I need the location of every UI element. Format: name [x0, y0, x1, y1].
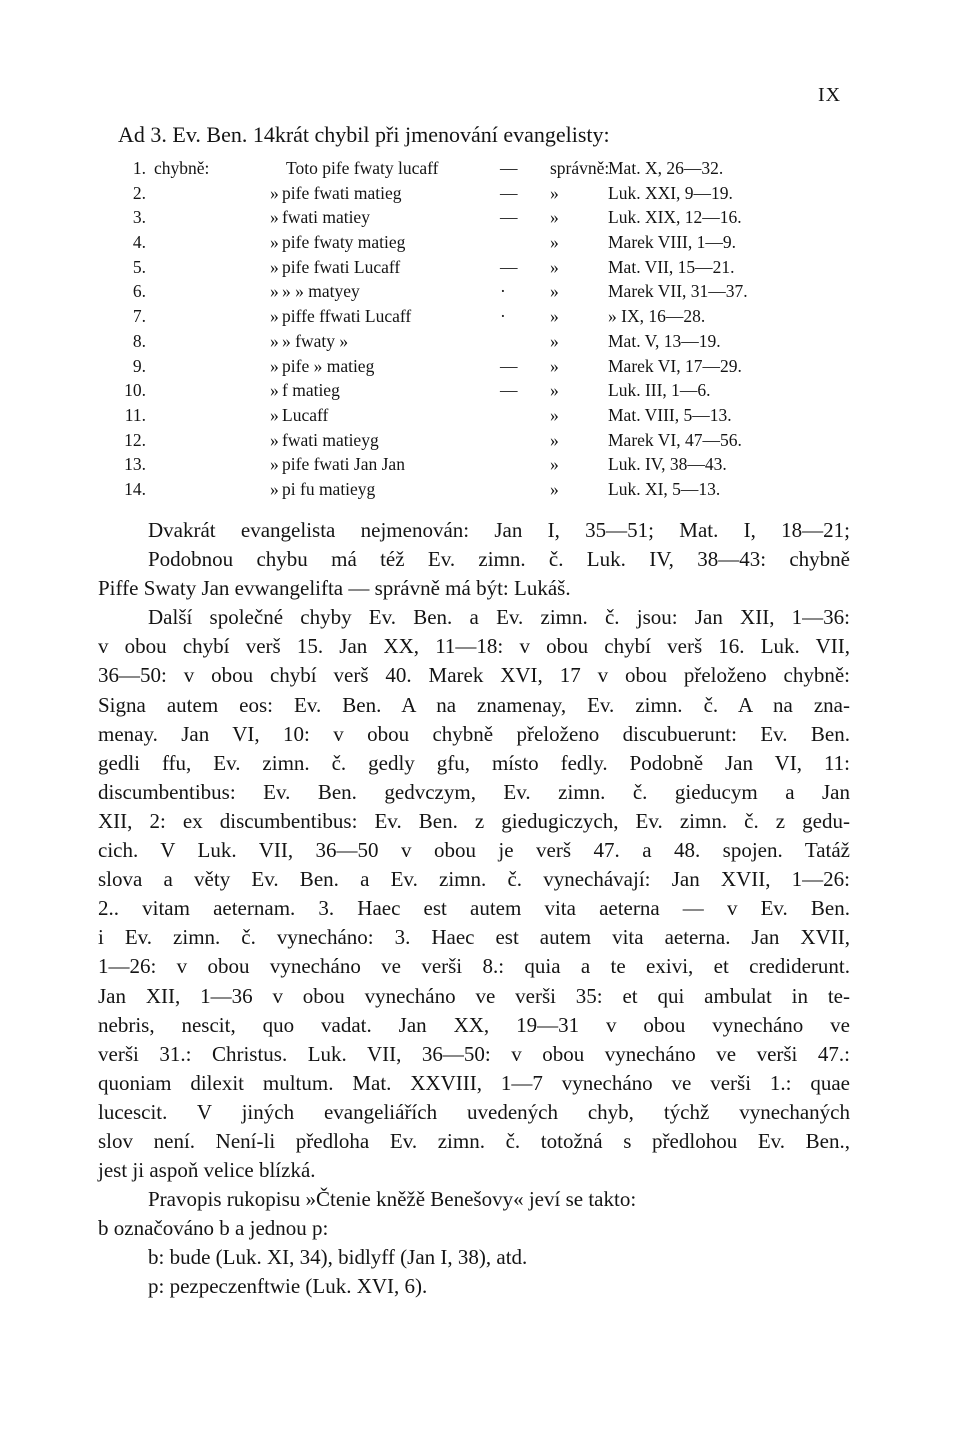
body-line: jest ji aspoň velice blízká.	[98, 1158, 316, 1183]
body-line: i Ev. zimn. č. vynecháno: 3. Haec est autem vita aeterna. Jan XVII,	[98, 925, 850, 950]
errata-wrong-text: pi fu matieyg	[282, 478, 376, 499]
errata-correct-label: »	[550, 380, 559, 401]
errata-wrong-text: f matieg	[282, 380, 340, 401]
errata-wrong-text: piffe ffwati Lucaff	[282, 306, 412, 327]
errata-correct-label: správně:	[550, 158, 610, 178]
errata-row	[110, 304, 810, 329]
body-line: Podobnou chybu má též Ev. zimn. č. Luk. IV, 38—43: chybně	[148, 547, 850, 572]
errata-wrong-text: pife fwati Jan Jan	[282, 454, 405, 475]
body-line: Jan XII, 1—36 v obou vynecháno ve verši 35: et qui ambulat in te-	[98, 983, 850, 1008]
errata-reference: Luk. III, 1—6.	[608, 380, 711, 401]
errata-correct-label: »	[550, 355, 559, 376]
errata-separator: —	[500, 355, 518, 376]
errata-number: 4.	[132, 232, 146, 253]
errata-ditto-mark: »	[270, 478, 279, 499]
errata-reference: Luk. IV, 38—43.	[608, 454, 727, 475]
errata-row	[110, 354, 810, 379]
errata-ditto-mark: »	[270, 232, 279, 253]
errata-number: 10.	[124, 380, 146, 401]
errata-reference: Mat. VIII, 5—13.	[608, 404, 732, 425]
errata-correct-label: »	[550, 306, 559, 327]
body-line: 2.. vitam aeternam. 3. Haec est autem vita aeterna — v Ev. Ben.	[98, 896, 850, 921]
errata-reference: Mat. V, 13—19.	[608, 330, 721, 351]
errata-ditto-mark: »	[270, 281, 279, 302]
errata-reference: Luk. XIX, 12—16.	[608, 207, 742, 228]
body-line: gedli ffu, Ev. zimn. č. gedly gfu, místo fedly. Podobně Jan VI, 11:	[98, 750, 850, 775]
errata-correct-label: »	[550, 256, 559, 277]
errata-wrong-text: Toto pife fwaty lucaff	[286, 158, 439, 178]
errata-number: 14.	[124, 478, 146, 499]
errata-correct-label: »	[550, 478, 559, 499]
errata-number: 7.	[132, 306, 146, 327]
body-line: quoniam dilexit multum. Mat. XXVIII, 1—7 vynecháno ve verši 1.: quae	[98, 1070, 850, 1095]
errata-number: 11.	[124, 404, 146, 425]
errata-row	[110, 378, 810, 403]
errata-separator: —	[500, 182, 518, 203]
errata-reference: Luk. XI, 5—13.	[608, 478, 721, 499]
body-line: p: pezpeczenftwie (Luk. XVI, 6).	[148, 1274, 428, 1299]
body-line: menay. Jan VI, 10: v obou chybně přeloženo discubuerunt: Ev. Ben.	[98, 721, 850, 746]
errata-wrong-text: Lucaff	[282, 404, 329, 425]
errata-ditto-mark: »	[270, 207, 279, 228]
errata-reference: Mat. VII, 15—21.	[608, 256, 735, 277]
errata-number: 6.	[132, 281, 146, 302]
errata-ditto-mark: »	[270, 182, 279, 203]
errata-wrong-text: pife fwaty matieg	[282, 232, 406, 253]
errata-separator: —	[500, 380, 518, 401]
body-line: slov není. Není-li předloha Ev. zimn. č. totožná s předlohou Ev. Ben.,	[98, 1128, 850, 1153]
body-line: b: bude (Luk. XI, 34), bidlyff (Jan I, 38), atd.	[148, 1245, 528, 1270]
body-line: Pravopis rukopisu »Čtenie kněžě Benešovy« jeví se takto:	[148, 1187, 637, 1212]
body-line: Signa autem eos: Ev. Ben. A na znamenay, Ev. zimn. č. A na zna-	[98, 692, 850, 717]
errata-wrong-text: » fwaty »	[282, 330, 349, 351]
body-line: cich. V Luk. VII, 36—50 v obou je verš 47. a 48. spojen. Tatáž	[98, 838, 850, 863]
body-line: Piffe Swaty Jan evwangelifta — správně má být: Lukáš.	[98, 576, 571, 601]
body-line: Dvakrát evangelista nejmenován: Jan I, 35—51; Mat. I, 18—21;	[148, 518, 850, 542]
errata-ditto-mark: »	[270, 380, 279, 401]
errata-number: 1.	[132, 158, 146, 178]
errata-correct-label: »	[550, 429, 559, 450]
errata-correct-label: »	[550, 182, 559, 203]
errata-wrong-text: pife fwati matieg	[282, 182, 402, 203]
errata-ditto-mark: »	[270, 355, 279, 376]
body-line: discumbentibus: Ev. Ben. gedvczym, Ev. zimn. č. gieducym a Jan	[98, 779, 850, 804]
page-number: IX	[818, 84, 842, 106]
errata-wrong-text: pife fwati Lucaff	[282, 256, 401, 277]
errata-ditto-mark: »	[270, 330, 279, 351]
errata-number: 12.	[124, 429, 146, 450]
errata-reference: » IX, 16—28.	[608, 306, 706, 327]
errata-number: 2.	[132, 182, 146, 203]
body-line: b označováno b a jednou p:	[98, 1216, 329, 1241]
body-line: lucescit. V jiných evangeliářích uvedených chyb, týchž vynechaných	[98, 1099, 850, 1124]
errata-reference: Marek VI, 47—56.	[608, 429, 742, 450]
errata-number: 5.	[132, 256, 146, 277]
errata-reference: Marek VIII, 1—9.	[608, 232, 736, 253]
body-line: 1—26: v obou vynecháno ve verši 8.: quia a te exivi, et crediderunt.	[98, 954, 850, 979]
errata-row	[110, 329, 810, 354]
errata-correct-label: »	[550, 404, 559, 425]
errata-prefix: chybně:	[154, 158, 210, 178]
errata-row	[110, 403, 810, 428]
errata-number: 13.	[124, 454, 146, 475]
errata-number: 3.	[132, 207, 146, 228]
errata-wrong-text: » » matyey	[282, 281, 360, 302]
errata-correct-label: »	[550, 207, 559, 228]
errata-wrong-text: fwati matieyg	[282, 429, 379, 450]
errata-correct-label: »	[550, 232, 559, 253]
errata-correct-label: »	[550, 330, 559, 351]
errata-separator: ·	[500, 281, 506, 302]
errata-correct-label: »	[550, 281, 559, 302]
body-line: 36—50: v obou chybí verš 40. Marek XVI, 17 v obou přeloženo chybně:	[98, 663, 850, 688]
body-line: Další společné chyby Ev. Ben. a Ev. zimn. č. jsou: Jan XII, 1—36:	[148, 605, 850, 630]
errata-reference: Marek VI, 17—29.	[608, 355, 742, 376]
errata-row	[110, 156, 810, 181]
errata-correct-label: »	[550, 454, 559, 475]
errata-separator: —	[500, 256, 518, 277]
errata-row	[110, 452, 810, 477]
errata-ditto-mark: »	[270, 404, 279, 425]
body-text	[98, 516, 850, 1302]
errata-separator: ·	[500, 306, 506, 327]
errata-row	[110, 279, 810, 304]
section-heading: Ad 3. Ev. Ben. 14krát chybil při jmenování evangelisty:	[118, 122, 610, 147]
errata-reference: Luk. XXI, 9—19.	[608, 182, 733, 203]
errata-row	[110, 477, 810, 502]
body-line: nebris, nescit, quo vadat. Jan XX, 19—31 v obou vynecháno ve	[98, 1012, 850, 1037]
errata-ditto-mark: »	[270, 429, 279, 450]
errata-row	[110, 255, 810, 280]
errata-number: 8.	[132, 330, 146, 351]
errata-number: 9.	[132, 355, 146, 376]
errata-separator: —	[500, 207, 518, 228]
body-line: slova a věty Ev. Ben. a Ev. zimn. č. vynechávají: Jan XVII, 1—26:	[98, 867, 850, 892]
errata-row	[110, 428, 810, 453]
errata-ditto-mark: »	[270, 454, 279, 475]
body-line: XII, 2: ex discumbentibus: Ev. Ben. z giedugiczych, Ev. zimn. č. z gedu-	[98, 808, 850, 833]
errata-reference: Mat. X, 26—32.	[608, 158, 724, 178]
errata-ditto-mark: »	[270, 306, 279, 327]
errata-row	[110, 181, 810, 206]
errata-ditto-mark: »	[270, 256, 279, 277]
body-line: v obou chybí verš 15. Jan XX, 11—18: v obou chybí verš 16. Luk. VII,	[98, 634, 850, 659]
errata-table	[110, 156, 810, 502]
errata-wrong-text: pife » matieg	[282, 355, 375, 376]
errata-wrong-text: fwati matiey	[282, 207, 370, 228]
errata-separator: —	[500, 158, 518, 178]
errata-reference: Marek VII, 31—37.	[608, 281, 748, 302]
errata-row	[110, 230, 810, 255]
errata-row	[110, 205, 810, 230]
body-line: verši 31.: Christus. Luk. VII, 36—50: v obou vynecháno ve verši 47.:	[98, 1041, 850, 1066]
